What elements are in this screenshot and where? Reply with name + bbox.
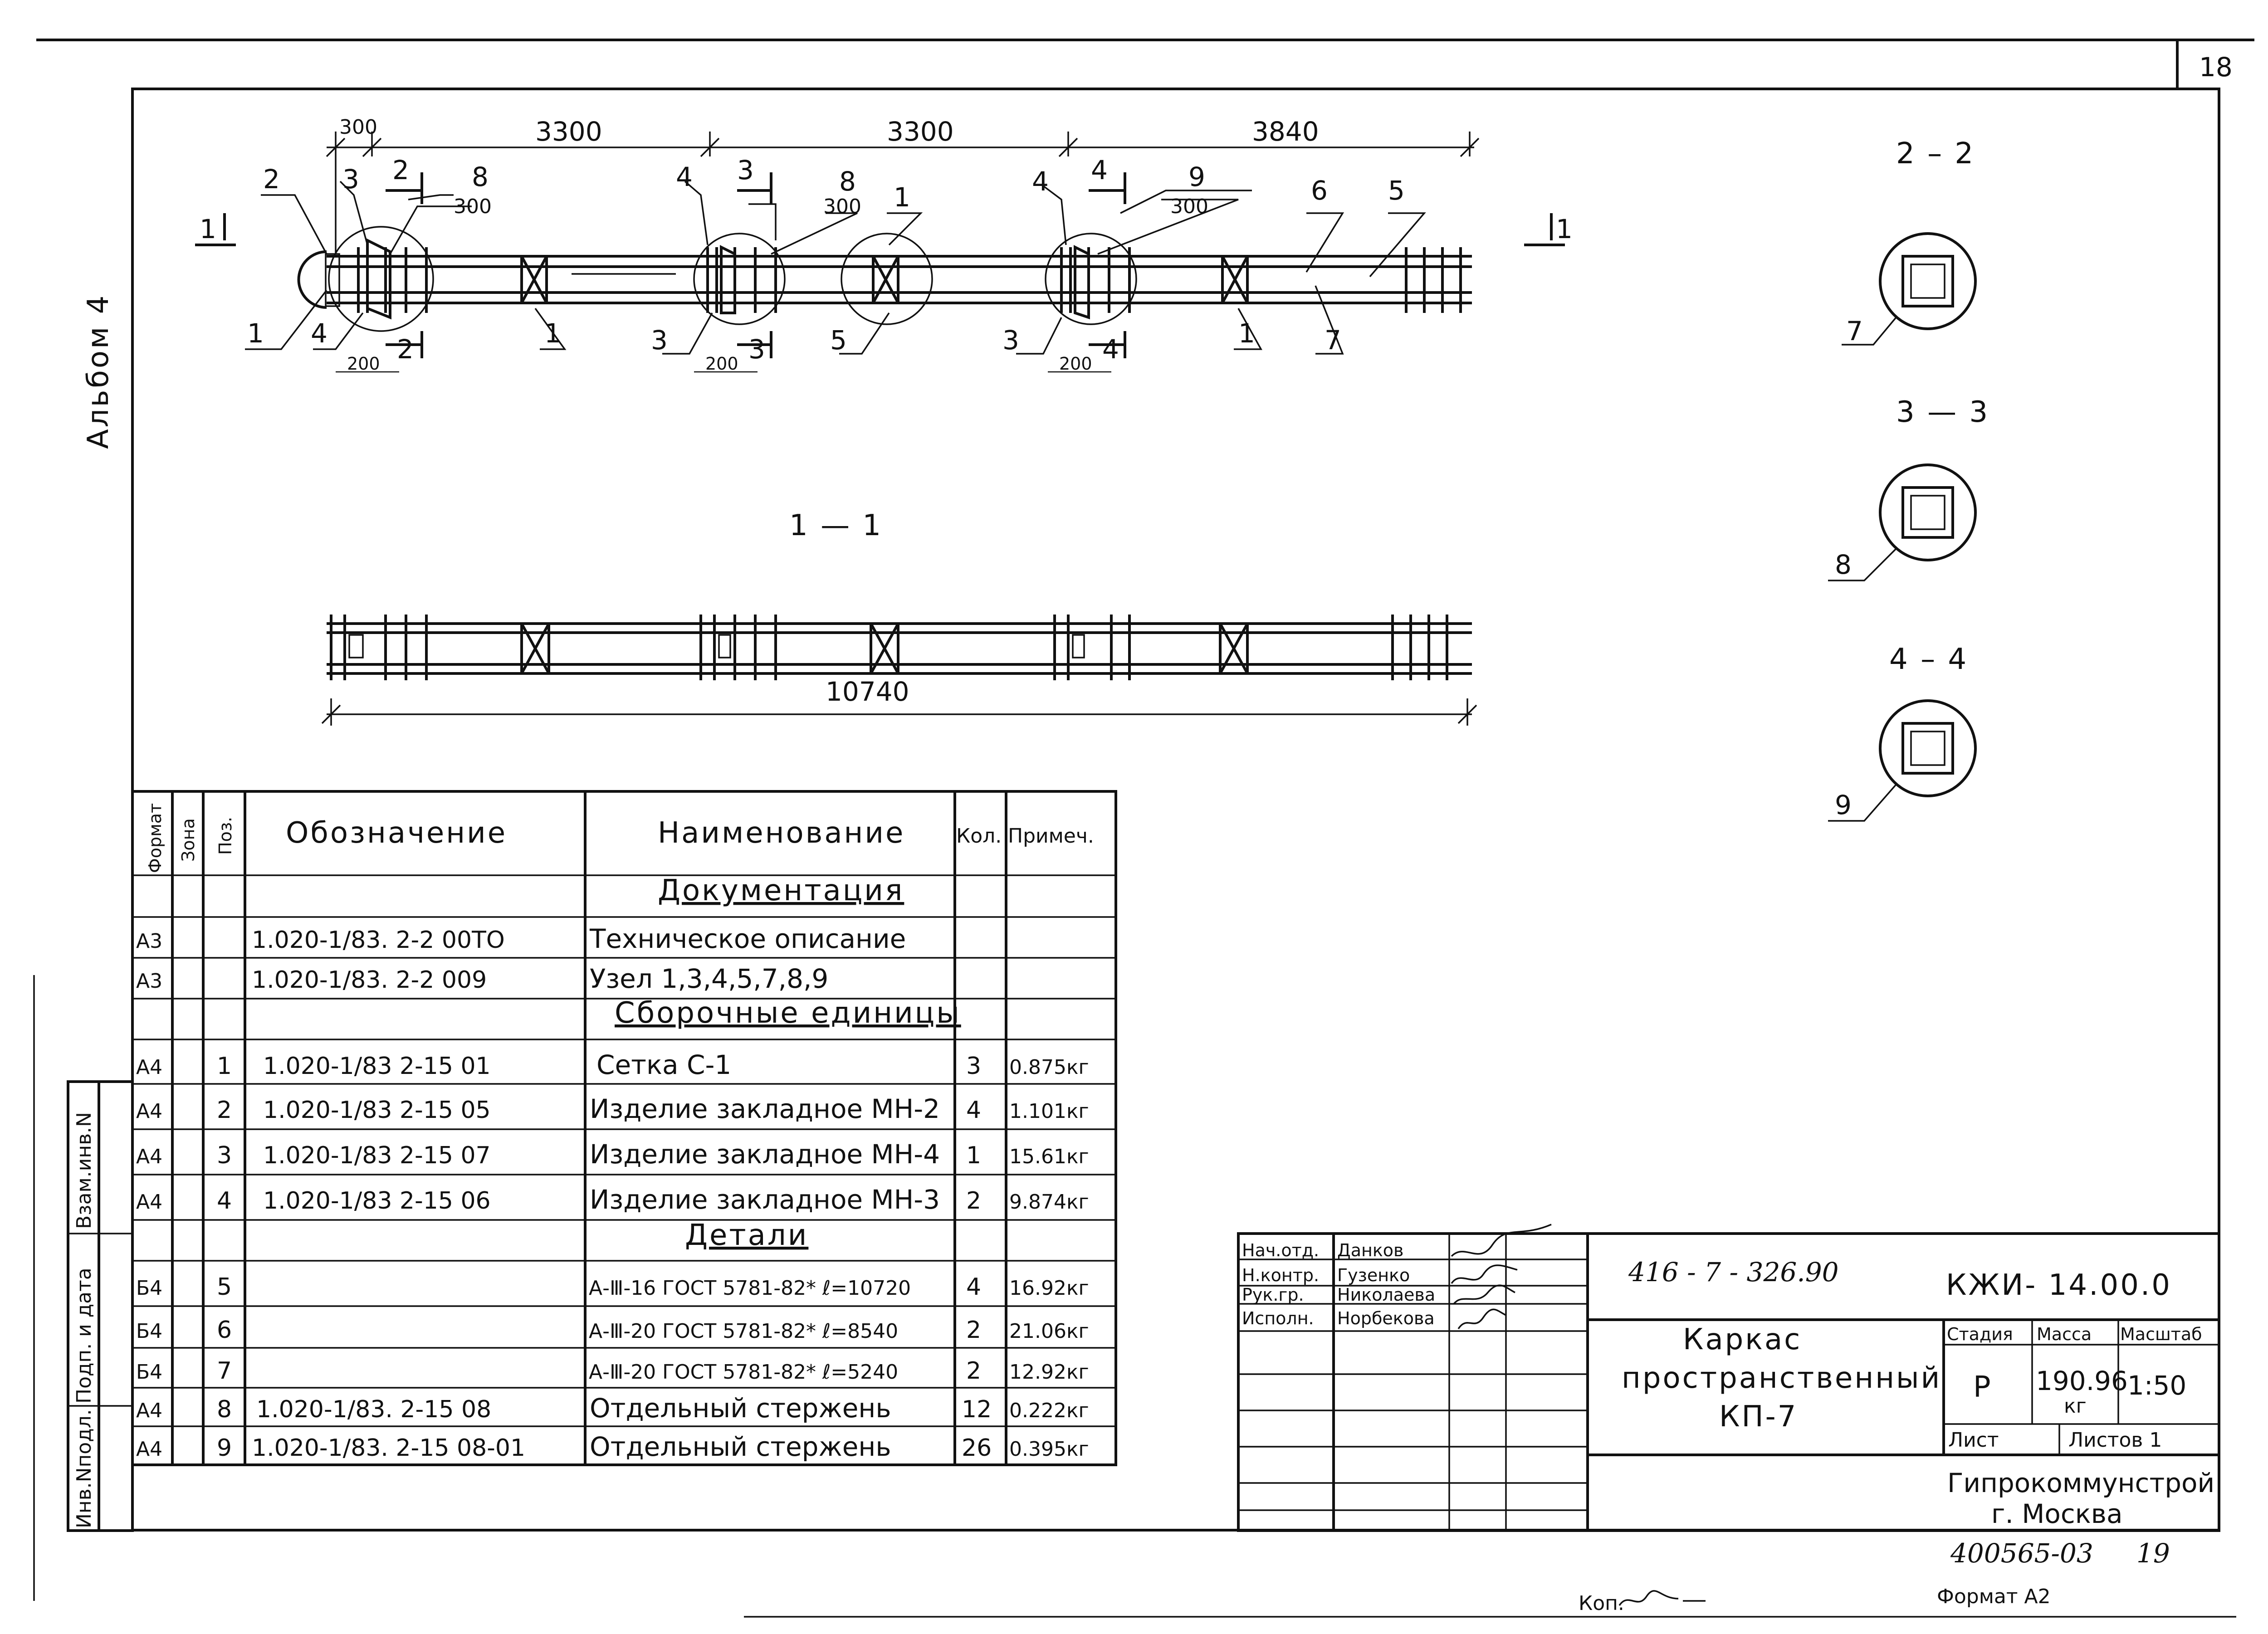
- cell-format: А3: [136, 970, 163, 993]
- cell-designation: 1.020-1/83. 2-15 08: [256, 1396, 492, 1423]
- section-1-1-view: [322, 509, 1476, 726]
- cell-designation: 1.020-1/83 2-15 01: [263, 1053, 491, 1080]
- table-row: [136, 1357, 1089, 1385]
- callout-300a: 300: [454, 195, 492, 218]
- callout-7: 7: [1325, 325, 1341, 356]
- header-format: Формат: [145, 803, 165, 873]
- callout-3a: 3: [342, 164, 359, 195]
- callout-2b: 2: [392, 155, 409, 185]
- callout-1a: 1: [894, 182, 910, 213]
- table-row: [136, 1093, 1089, 1124]
- name-guzenko: Гузенко: [1337, 1265, 1410, 1285]
- side-stamp: [68, 1082, 132, 1531]
- footer-kop: Коп.: [1579, 1592, 1624, 1615]
- section-1-1-title: 1 — 1: [789, 509, 883, 542]
- stage-value: Р: [1973, 1371, 1993, 1404]
- signatures: [1452, 1224, 1551, 1329]
- table-row: [136, 1431, 1089, 1462]
- cell-pos: 2: [217, 1097, 232, 1124]
- cell-note: 21.06кг: [1009, 1320, 1089, 1343]
- cell-name: А-Ⅲ-16 ГОСТ 5781-82* ℓ=10720: [589, 1277, 911, 1300]
- cell-qty: 26: [962, 1434, 992, 1462]
- cell-designation: 1.020-1/83 2-15 06: [263, 1187, 491, 1215]
- side-stamp-podp: Подп. и дата: [73, 1268, 96, 1404]
- sheet-number: 18: [2199, 52, 2233, 83]
- group-details: Детали: [685, 1219, 809, 1252]
- footer-format: Формат А2: [1937, 1585, 2051, 1608]
- group-assembly: Сборочные единицы: [615, 996, 961, 1030]
- callout-3e: 3: [1002, 325, 1019, 356]
- cell-pos: 5: [217, 1273, 232, 1301]
- title-line-1: Каркас: [1683, 1323, 1802, 1356]
- drawing-code: КЖИ- 14.00.0: [1946, 1268, 2172, 1302]
- cell-note: 15.61кг: [1009, 1145, 1089, 1168]
- name-nikolaeva: Николаева: [1337, 1285, 1436, 1305]
- role-n-kontr: Н.контр.: [1242, 1265, 1320, 1285]
- cell-name: Узел 1,3,4,5,7,8,9: [590, 963, 829, 994]
- section-2-2-title: 2 – 2: [1896, 137, 1975, 171]
- header-note: Примеч.: [1008, 824, 1094, 848]
- project-number: 416 - 7 - 326.90: [1628, 1257, 1839, 1288]
- table-row: [136, 1273, 1089, 1301]
- cell-format: Б4: [136, 1277, 163, 1300]
- cell-format: Б4: [136, 1361, 163, 1384]
- cell-qty: 2: [966, 1317, 982, 1344]
- cell-format: А4: [136, 1056, 163, 1079]
- callout-8b: 8: [839, 166, 856, 197]
- cell-qty: 2: [966, 1357, 982, 1385]
- plan-view: [195, 116, 1573, 374]
- cross-section-4-4: [1828, 643, 1975, 821]
- cell-pos: 3: [217, 1142, 232, 1169]
- cell-note: 9.874кг: [1009, 1190, 1089, 1214]
- cross-section-3-3: [1828, 395, 1989, 580]
- cell-name: Отдельный стержень: [590, 1431, 891, 1462]
- cell-designation: 1.020-1/83 2-15 05: [263, 1097, 491, 1124]
- section-4-4-title: 4 – 4: [1889, 643, 1969, 676]
- callout-1b: 1: [247, 318, 264, 349]
- cell-format: А4: [136, 1190, 163, 1214]
- title-line-2: пространственный: [1622, 1361, 1942, 1395]
- dim-200-b: 200: [705, 354, 738, 374]
- side-stamp-inv: Инв.Nподл.: [73, 1409, 96, 1528]
- header-qty: Кол.: [956, 824, 1002, 848]
- header-pos: Поз.: [215, 816, 235, 855]
- title-line-3: КП-7: [1719, 1400, 1798, 1434]
- name-dankov: Данков: [1337, 1240, 1404, 1260]
- cell-format: А4: [136, 1399, 163, 1422]
- cell-pos: 8: [217, 1396, 232, 1423]
- cell-format: А3: [136, 930, 163, 953]
- cell-name: Сетка С-1: [596, 1049, 732, 1080]
- callout-4b: 4: [1032, 166, 1049, 197]
- header-zone: Зона: [178, 818, 198, 862]
- cell-qty: 4: [966, 1097, 982, 1124]
- callout-5a: 5: [1388, 175, 1405, 206]
- scale-value: 1:50: [2127, 1370, 2187, 1401]
- cell-name: Изделие закладное МН-2: [590, 1093, 940, 1124]
- title-block: [1238, 1224, 2219, 1531]
- callout-1d: 1: [1238, 318, 1255, 349]
- cell-pos: 7: [217, 1357, 232, 1385]
- inventory-number: 400565-03: [1950, 1538, 2093, 1569]
- name-norbekova: Норбекова: [1337, 1308, 1435, 1328]
- role-ruk-gr: Рук.гр.: [1242, 1285, 1304, 1305]
- dim-200-a: 200: [347, 354, 380, 374]
- table-row: [136, 963, 828, 994]
- stage-header: Стадия: [1947, 1324, 2013, 1344]
- callout-4c: 4: [1091, 155, 1108, 185]
- callout-4d: 4: [311, 318, 327, 349]
- cell-qty: 4: [966, 1273, 982, 1301]
- role-nach-otd: Нач.отд.: [1242, 1240, 1320, 1260]
- side-stamp-vzam: Взам.инв.N: [73, 1112, 96, 1229]
- cell-name: Отдельный стержень: [590, 1393, 891, 1424]
- table-row: [136, 1184, 1089, 1215]
- dim-200-c: 200: [1059, 354, 1092, 374]
- album-label: Альбом 4: [82, 293, 115, 449]
- mass-header: Масса: [2037, 1324, 2092, 1344]
- callout-3d: 3: [748, 334, 765, 365]
- cell-qty: 12: [962, 1396, 992, 1423]
- cell-designation: 1.020-1/83. 2-15 08-01: [252, 1434, 526, 1462]
- section-4-4-mark: 9: [1835, 790, 1852, 820]
- cell-note: 0.395кг: [1009, 1438, 1089, 1461]
- section-2-2-mark: 7: [1846, 316, 1863, 346]
- section-mark-right: 1: [1556, 214, 1573, 244]
- callout-4a: 4: [676, 161, 693, 192]
- mass-unit: кг: [2064, 1395, 2087, 1418]
- table-row: [136, 1393, 1089, 1424]
- cell-format: А4: [136, 1145, 163, 1168]
- group-documentation: Документация: [658, 874, 904, 907]
- scale-header: Масштаб: [2120, 1324, 2202, 1344]
- callout-300c: 300: [1170, 195, 1208, 218]
- cell-name: Изделие закладное МН-3: [590, 1184, 940, 1215]
- cell-note: 16.92кг: [1009, 1277, 1089, 1300]
- cell-qty: 1: [966, 1142, 982, 1169]
- spec-table: [132, 791, 1116, 1465]
- sheet-label: Лист: [1948, 1429, 1999, 1452]
- cell-name: Изделие закладное МН-4: [590, 1139, 940, 1170]
- inventory-sheet: 19: [2136, 1538, 2170, 1569]
- section-mark-left: 1: [200, 214, 216, 244]
- callout-8a: 8: [472, 161, 489, 192]
- dim-10740: 10740: [826, 676, 909, 707]
- role-ispoln: Исполн.: [1242, 1308, 1314, 1328]
- cell-format: Б4: [136, 1320, 163, 1343]
- dim-3300-a: 3300: [535, 116, 602, 147]
- callout-9: 9: [1188, 161, 1205, 192]
- cell-designation: 1.020-1/83. 2-2 00ТО: [252, 927, 505, 954]
- sheets-label: Листов 1: [2068, 1429, 2162, 1452]
- callout-300b: 300: [823, 195, 861, 218]
- cell-format: А4: [136, 1438, 163, 1461]
- callout-5b: 5: [830, 325, 847, 356]
- cell-pos: 4: [217, 1187, 232, 1215]
- section-3-3-title: 3 — 3: [1896, 395, 1990, 429]
- cell-pos: 1: [217, 1053, 232, 1080]
- callout-6: 6: [1311, 175, 1328, 206]
- callout-2c: 2: [397, 334, 414, 365]
- table-row: [136, 1317, 1089, 1344]
- callout-2a: 2: [263, 164, 280, 195]
- cell-name: А-Ⅲ-20 ГОСТ 5781-82* ℓ=5240: [589, 1361, 899, 1384]
- table-row: [136, 1139, 1089, 1170]
- org-city: г. Москва: [1991, 1498, 2123, 1529]
- cell-name: А-Ⅲ-20 ГОСТ 5781-82* ℓ=8540: [589, 1320, 899, 1343]
- dim-300: 300: [339, 116, 377, 139]
- cell-format: А4: [136, 1100, 163, 1123]
- cell-designation: 1.020-1/83. 2-2 009: [252, 966, 487, 994]
- cell-note: 1.101кг: [1009, 1100, 1089, 1123]
- cross-section-2-2: [1842, 137, 1975, 346]
- callout-1c: 1: [544, 318, 561, 349]
- callout-3c: 3: [651, 325, 668, 356]
- mass-value: 190.96: [2036, 1366, 2128, 1396]
- org-name: Гипрокоммунстрой: [1947, 1468, 2215, 1498]
- cell-qty: 2: [966, 1187, 982, 1215]
- dim-3300-b: 3300: [887, 116, 954, 147]
- copier-signature: [1619, 1591, 1706, 1605]
- cell-pos: 6: [217, 1317, 232, 1344]
- cell-name: Техническое описание: [590, 923, 906, 954]
- table-row: [136, 1049, 1089, 1080]
- header-name: Наименование: [658, 816, 905, 850]
- table-row: [136, 923, 906, 954]
- cell-qty: 3: [966, 1053, 982, 1080]
- callout-3b: 3: [737, 155, 754, 185]
- section-3-3-mark: 8: [1835, 549, 1852, 580]
- cell-note: 12.92кг: [1009, 1361, 1089, 1384]
- cell-designation: 1.020-1/83 2-15 07: [263, 1142, 491, 1169]
- cell-pos: 9: [217, 1434, 232, 1462]
- header-designation: Обозначение: [286, 816, 508, 850]
- dim-3840: 3840: [1252, 116, 1319, 147]
- cell-note: 0.222кг: [1009, 1399, 1089, 1422]
- cell-note: 0.875кг: [1009, 1056, 1089, 1079]
- callout-4e: 4: [1102, 334, 1119, 365]
